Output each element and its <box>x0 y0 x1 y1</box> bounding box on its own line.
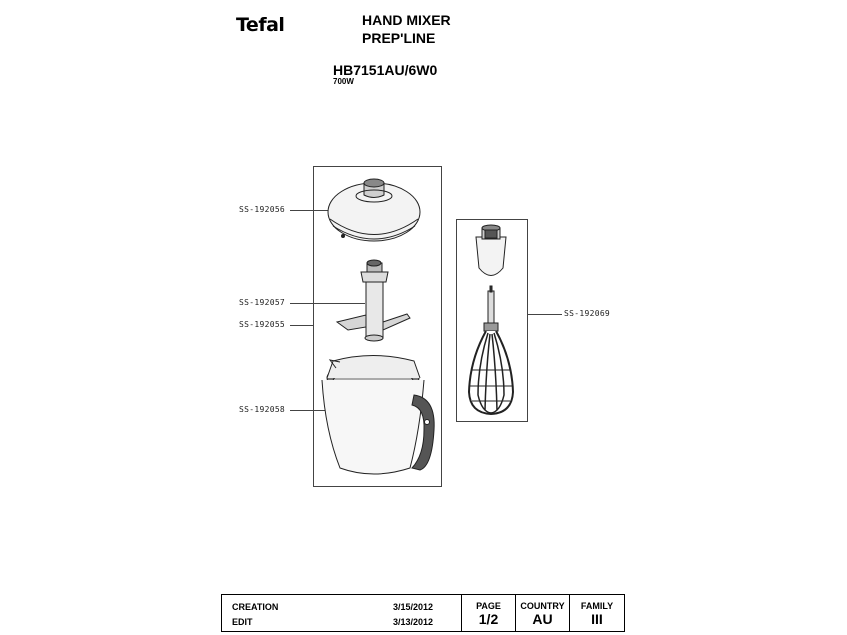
power-rating: 700W <box>333 77 354 86</box>
part-ref-chopper-set: SS-192055 <box>239 320 286 329</box>
brand-logo: Tefal <box>236 14 285 36</box>
footer-info-table <box>221 594 625 632</box>
page-value: 1/2 <box>478 611 499 627</box>
family-label: FAMILY <box>580 601 614 611</box>
part-ref-bowl: SS-192058 <box>239 405 286 414</box>
family-value: III <box>591 611 603 627</box>
part-ref-blade: SS-192057 <box>239 298 286 307</box>
product-name-line2: PREP'LINE <box>362 30 436 46</box>
blade-drawing <box>337 260 410 341</box>
footer-page-cell <box>462 595 516 631</box>
whisk-drawing <box>469 286 513 414</box>
country-label: COUNTRY <box>520 601 565 611</box>
bowl-drawing <box>322 356 434 475</box>
country-value: AU <box>532 611 553 627</box>
edit-date: 3/13/2012 <box>393 617 434 627</box>
creation-label: CREATION <box>232 602 279 612</box>
edit-label: EDIT <box>232 617 253 627</box>
whisk-gearbox-drawing <box>476 225 506 276</box>
product-name-line1: HAND MIXER <box>362 12 451 28</box>
part-ref-lid: SS-192056 <box>239 205 286 214</box>
creation-date: 3/15/2012 <box>393 602 434 612</box>
model-number: HB7151AU/6W0 <box>333 62 438 78</box>
lid-drawing <box>328 179 420 241</box>
footer-dates-cell <box>222 595 462 631</box>
footer-country-cell <box>516 595 570 631</box>
part-ref-whisk-set: SS-192069 <box>564 309 611 318</box>
page-label: PAGE <box>476 601 501 611</box>
footer-family-cell <box>570 595 624 631</box>
